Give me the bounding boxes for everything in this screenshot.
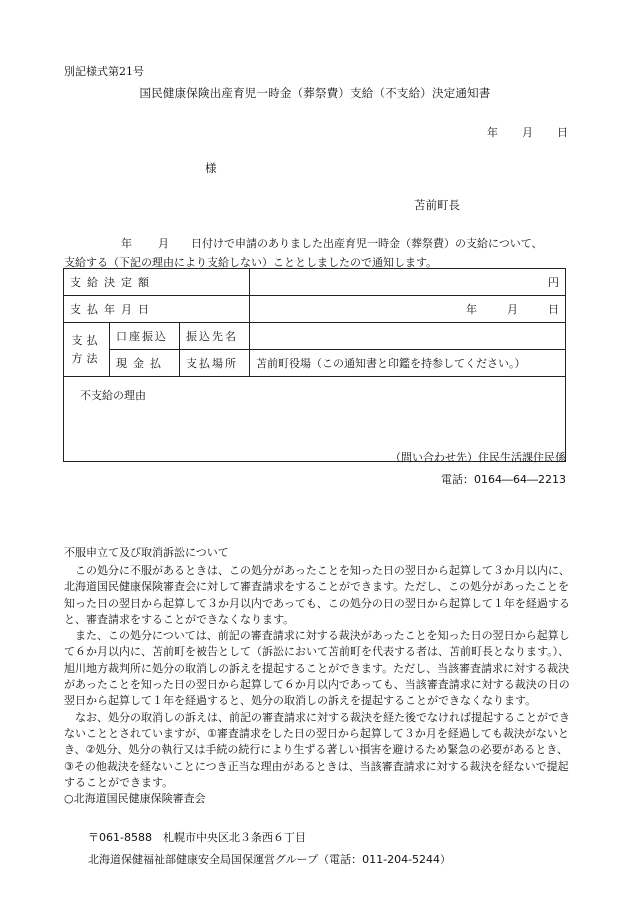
amount-value-cell: [250, 269, 566, 296]
transfer-row: [64, 323, 566, 350]
appeal-paragraph-1: この処分に不服があるときは、この処分があったことを知った日の翌日から起算して３か月以内に、北海道国民健康保険審査会に対して審査請求をすることができます。ただし、この処分があったことを知った日の翌日から起算して３か月以内であっても、この処分の日の翌日から起算して１年を経過すると、審査請求をすることができなくなります。: [64, 564, 570, 626]
method-label-2: 方法: [71, 351, 102, 365]
intro-year: 年: [121, 237, 132, 250]
form-number: 別記様式第21号: [64, 65, 144, 78]
intro-line1: 日付けで申請のありました出産育児一時金（葬祭費）の支給について、: [191, 237, 543, 250]
method-label: [64, 323, 110, 377]
transfer-dest-label: 振込先名: [180, 323, 250, 350]
document-title: 国民健康保険出産育児一時金（葬祭費）支給（不支給）決定通知書: [139, 86, 491, 100]
cash-row: [64, 350, 566, 377]
issuer-name: 苫前町長: [414, 198, 460, 212]
paydate-label: 支払年月日: [64, 296, 250, 323]
intro-line2: 支給する（下記の理由により支給しない）こととしましたので通知します。: [64, 256, 438, 269]
appeal-paragraph-2: また、この処分については、前記の審査請求に対する裁決があったことを知った日の翌日から起算して６か月以内に、苫前町を被告として（訴訟において苫前町を代表する者は、苫前町長となります。）、旭川地方裁判所に処分の取消しの訴えを提起することができます。ただし、当該審査請求に対する裁決があったことを知った日の翌日から起算して６か月以内であっても、当該審査請求に対する裁決の日の翌日から起算して１年を経過すると、処分の取消しの訴えを提起することができなくなります。: [64, 629, 570, 708]
appeal-paragraph-3: なお、処分の取消しの訴えは、前記の審査請求に対する裁決を経た後でなければ提起することができないこととされていますが、①審査請求をした日の翌日から起算して３か月を経過しても裁決がないとき、②処分、処分の執行又は手続の続行により生ずる著しい損害を避けるため緊急の必要があるとき、③その他裁決を経ないことにつき正当な理由があるときは、当該審査請求に対する裁決を経ないで提起することができます。: [64, 710, 570, 789]
header-date-year: 年: [487, 126, 498, 139]
paydate-row: [64, 296, 566, 323]
amount-unit: 円: [548, 276, 560, 289]
organization-address: 〒061-8588 札幌市中央区北３条西６丁目: [88, 831, 306, 844]
header-date-month: 月: [522, 126, 533, 139]
transfer-dest-value: [250, 323, 566, 350]
cash-label: 現金払: [110, 350, 180, 377]
contact-phone: 電話：0164―64―2213: [441, 473, 566, 486]
place-value: 苫前町役場（この通知書と印鑑を持参してください。）: [250, 350, 566, 377]
amount-label: 支給決定額: [64, 269, 250, 296]
transfer-label: 口座振込: [110, 323, 180, 350]
payment-table: [63, 268, 566, 462]
appeal-organization: ○北海道国民健康保険審査会: [64, 792, 206, 806]
organization-department: 北海道保健福祉部健康安全局国保運営グループ（電話：011-204-5244）: [88, 853, 452, 866]
paydate-month: 月: [507, 303, 519, 316]
appeal-heading: 不服申立て及び取消訴訟について: [64, 546, 229, 559]
paydate-year: 年: [466, 303, 478, 316]
header-date-day: 日: [557, 126, 568, 139]
method-label-1: 支払: [71, 333, 102, 347]
addressee-suffix: 様: [205, 161, 217, 175]
place-label: 支払場所: [180, 350, 250, 377]
appeal-body: [64, 563, 574, 807]
reason-label: 不支給の理由: [64, 377, 566, 462]
amount-row: [64, 269, 566, 296]
paydate-value-cell: [250, 296, 566, 323]
intro-month: 月: [158, 237, 169, 250]
paydate-day: 日: [548, 303, 560, 316]
intro-text: [64, 234, 543, 272]
contact-label: （問い合わせ先）住民生活課住民係: [390, 451, 566, 464]
